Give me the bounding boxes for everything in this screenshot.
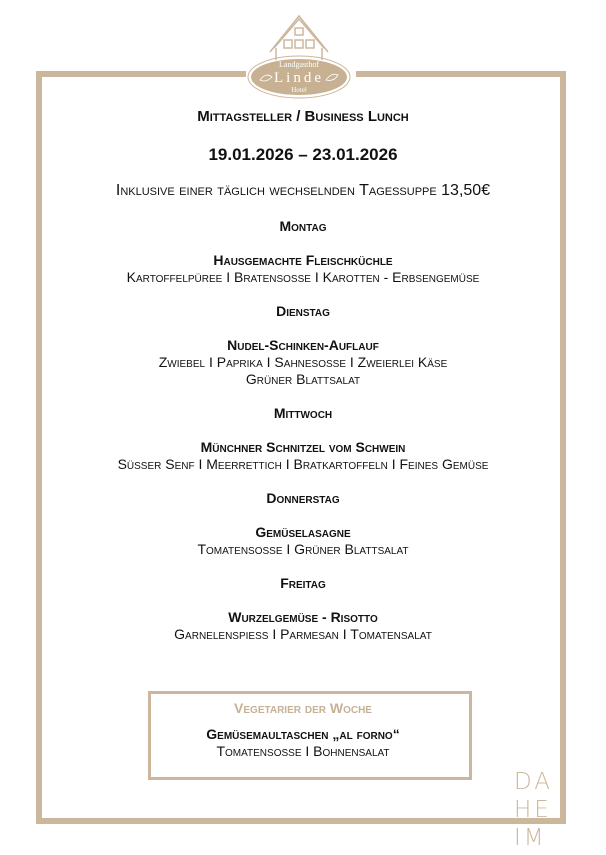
date-range: 19.01.2026 – 23.01.2026 [208, 145, 398, 164]
tagline-line: HE [514, 797, 552, 823]
day-heading: Freitag [280, 575, 326, 591]
day-heading: Mittwoch [273, 405, 333, 421]
day-heading: Montag [279, 218, 327, 234]
tagline-line: DA [514, 769, 554, 795]
frame-top-left [36, 71, 250, 77]
daheim-tagline [514, 768, 554, 852]
frame-top-right [350, 71, 566, 77]
logo-line2: Linde [274, 70, 324, 86]
dish-name: Gemüselasagne [255, 524, 351, 540]
dish-sides: Tomatensoße I Grüner Blattsalat [197, 541, 409, 557]
dish-name: Wurzelgemüse - Risotto [228, 609, 378, 625]
dish-sides: Grüner Blattsalat [245, 371, 361, 387]
menu-intro: Inklusive einer täglich wechselnden Tagessuppe 13,50€ [115, 182, 491, 199]
dish-sides: Kartoffelpüree I Bratensoße I Karotten - Erbsengemüse [126, 269, 480, 285]
day-heading: Dienstag [276, 303, 330, 319]
vegetarian-sides: Tomatensoße I Bohnensalat [216, 743, 390, 759]
dish-name: Nudel-Schinken-Auflauf [227, 337, 379, 353]
dish-sides: Zwiebel I Paprika I Sahnesoße I Zweierlei Käse [158, 354, 448, 370]
vegetarian-heading: Vegetarier der Woche [234, 700, 372, 716]
dish-name: Hausgemachte Fleischküchle [213, 252, 393, 268]
day-heading: Donnerstag [266, 490, 340, 506]
logo-line1: Landgasthof [279, 60, 319, 69]
menu-title: Mittagsteller / Business Lunch [197, 108, 409, 125]
vegetarian-dish: Gemüsemaultaschen „al forno“ [206, 726, 400, 742]
dish-sides: Süßer Senf I Meerrettich I Bratkartoffeln I Feines Gemüse [117, 456, 489, 472]
hotel-logo [246, 10, 356, 102]
tagline-line: IM [514, 825, 547, 851]
frame-bottom [36, 818, 566, 824]
logo-line3: Hotel [291, 86, 307, 94]
dish-sides: Garnelenspieß I Parmesan I Tomatensalat [174, 626, 432, 642]
dish-name: Münchner Schnitzel vom Schwein [200, 439, 406, 455]
